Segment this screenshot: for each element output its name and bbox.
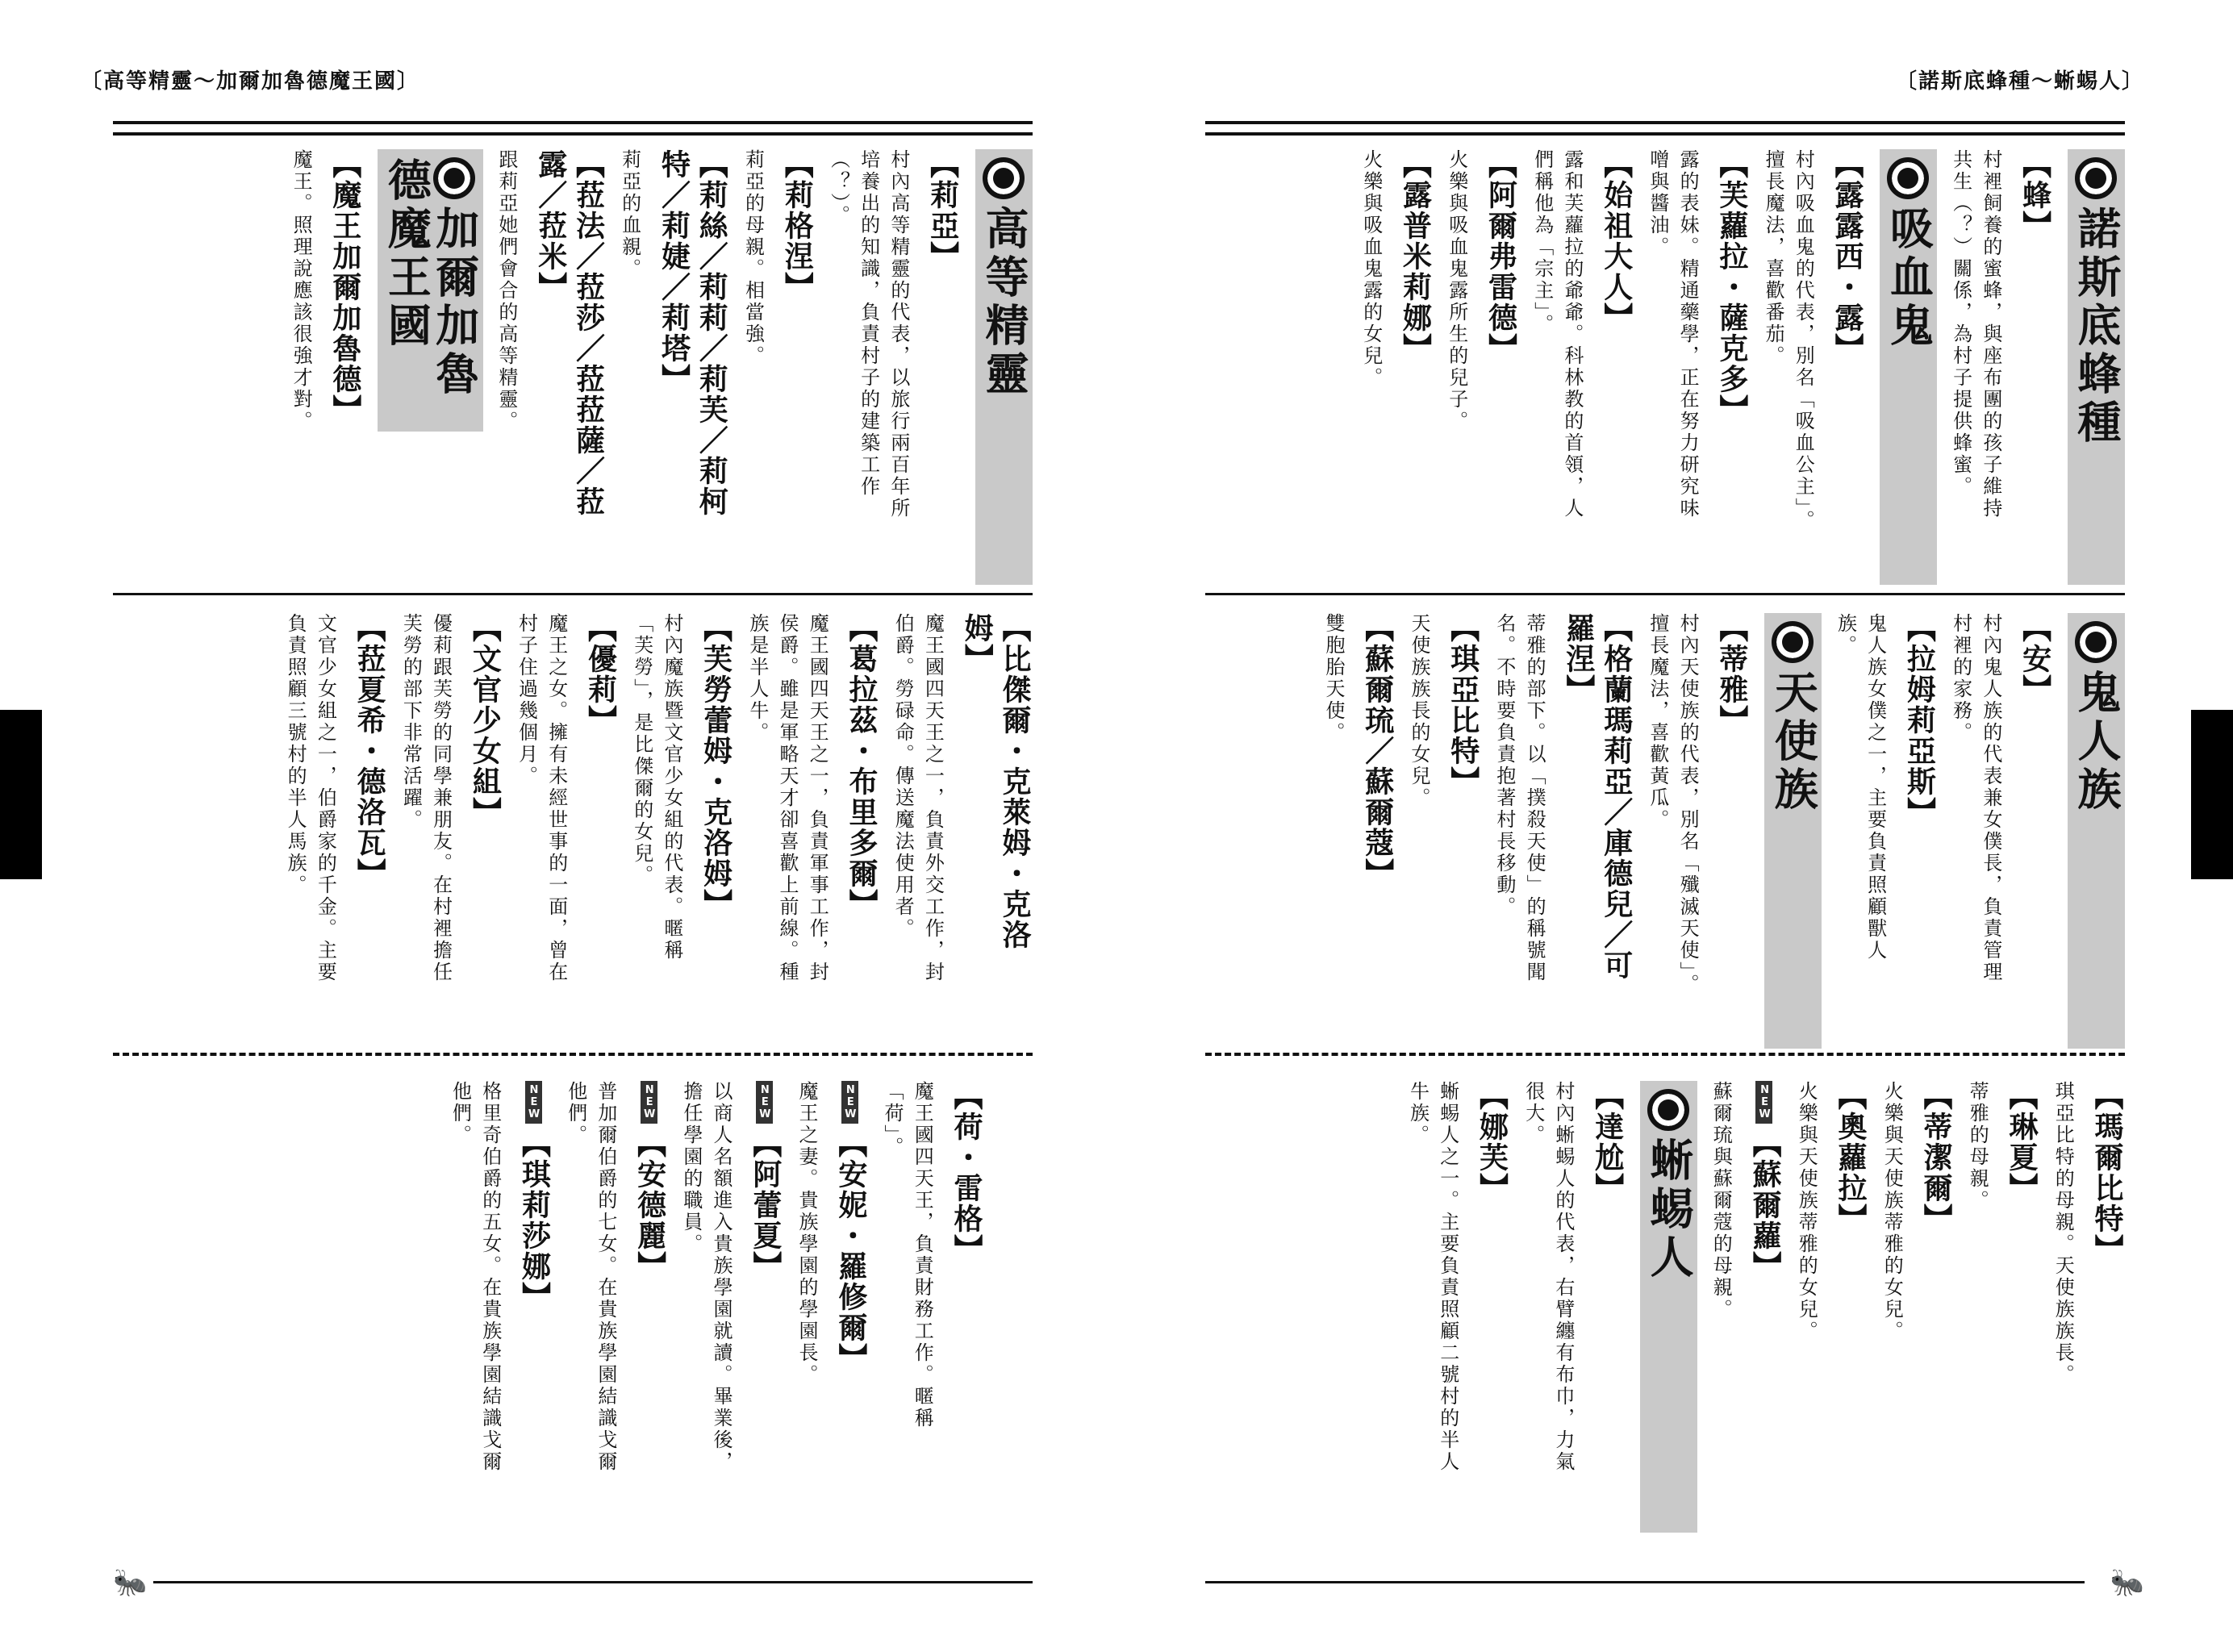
entry-body: 魔王國四天王之一，負責軍事工作，封侯爵。雖是軍略天才卻喜歡上前線。種族是半人牛。 (745, 613, 829, 983)
tier-divider (113, 1053, 1033, 1056)
tier-3-columns (436, 1081, 984, 1533)
bullet-icon (1647, 1089, 1689, 1131)
entry-name: 【葛拉茲・布里多爾】 (845, 613, 879, 920)
entry-name: 【蒂雅】 (1714, 613, 1748, 736)
entry-name: 【蒂潔爾】 (1919, 1081, 1953, 1234)
entry-name: NEW【安德麗】 (630, 1081, 668, 1533)
tier-divider (1205, 1053, 2125, 1056)
entry-name: 【露露西・露】 (1830, 149, 1864, 364)
entry-name: 【始祖大人】 (1599, 149, 1633, 333)
entry-body: 火樂與天使族蒂雅的女兒。 (1795, 1081, 1818, 1342)
entry-body: 蒂雅的母親。 (1966, 1081, 1989, 1212)
entry-name: 【安】 (2018, 613, 2051, 705)
entry-name: 【菈法／菈莎／菈菈薩／菈露／菈米】 (533, 149, 605, 517)
section-heading: 蜥蜴人 (1640, 1081, 1697, 1533)
entry-body: 魔王之女。擁有未經世事的一面，曾在村子住過幾個月。 (515, 613, 568, 983)
entry-name: 【芙蘿拉・薩克多】 (1714, 149, 1748, 425)
entry-name: 【格蘭瑪莉亞／庫德兒／可羅涅】 (1561, 613, 1633, 981)
entry-body: 村內天使族的代表，別名「殲滅天使」。擅長魔法，喜歡黃瓜。 (1646, 613, 1700, 995)
entry-name: 【菈夏希・德洛瓦】 (353, 613, 386, 889)
entry-body: 火樂與吸血鬼露的女兒。 (1359, 149, 1383, 389)
entry-body: 露的表妹。精通藥學，正在努力研究味噌與醬油。 (1646, 149, 1700, 519)
running-head: 〔高等精靈〜加爾加魯德魔王國〕 (81, 69, 420, 94)
entry-body: 蜥蜴人之一。主要負責照顧二號村的半人牛族。 (1406, 1081, 1459, 1473)
entry-name: 【達尬】 (1590, 1081, 1624, 1204)
header-rule (1205, 121, 2125, 136)
entry-body: 村裡飼養的蜜蜂，與座布團的孩子維持共生（？）關係，為村子提供蜂蜜。 (1949, 149, 2002, 519)
entry-name: NEW【蘇爾蘿】 (1745, 1081, 1783, 1533)
entry-name: 【琳夏】 (2005, 1081, 2039, 1204)
thumb-index-tab (0, 710, 42, 879)
entry-body: 天使族族長的女兒。 (1407, 613, 1430, 809)
new-badge: NEW (1755, 1081, 1772, 1124)
tier-2 (113, 613, 1033, 1049)
entry-body: 跟莉亞她們會合的高等精靈。 (495, 149, 518, 432)
entry-name: 【蜂】 (2018, 149, 2051, 241)
entry-body: 村內魔族暨文官少女組的代表。暱稱「芙勞」，是比傑爾的女兒。 (630, 613, 683, 962)
entry-name: 【露普米莉娜】 (1398, 149, 1432, 364)
tier-1-columns (1348, 149, 2125, 585)
entry-body: 莉亞的血親。 (618, 149, 641, 280)
entry-body: 火樂與天使族蒂雅的女兒。 (1880, 1081, 1904, 1342)
tier-3 (113, 1081, 1033, 1533)
entry-body: 文官少女組之一，伯爵家的千金。主要負責照顧三號村的半人馬族。 (284, 613, 337, 983)
entry-name: 【娜芙】 (1475, 1081, 1509, 1204)
entry-name: 【優莉】 (583, 613, 617, 736)
bullet-icon (2075, 157, 2117, 199)
tier-3 (1205, 1081, 2125, 1533)
entry-name: 【阿爾弗雷德】 (1484, 149, 1517, 364)
entry-body: 鬼人族女僕之一，主要負責照顧獸人族。 (1834, 613, 1887, 962)
entry-name: 【琪亞比特】 (1446, 613, 1480, 797)
entry-name: NEW【琪莉莎娜】 (515, 1081, 553, 1533)
entry-body: 蒂雅的部下。以「撲殺天使」的稱號聞名。不時要負責抱著村長移動。 (1492, 613, 1546, 983)
entry-name: 【魔王加爾加魯德】 (328, 149, 361, 425)
footer-rule (1205, 1581, 2085, 1583)
tier-divider (113, 593, 1033, 595)
entry-body: 以商人名額進入貴族學園就讀。畢業後，擔任學園的職員。 (679, 1081, 733, 1473)
tier-1 (113, 149, 1033, 585)
entry-body: 村內吸血鬼的代表，別名「吸血公主」。擅長魔法，喜歡番茄。 (1762, 149, 1815, 532)
entry-name: 【莉格涅】 (780, 149, 814, 302)
entry-name: 【比傑爾・克萊姆・克洛姆】 (960, 613, 1031, 950)
tier-2-columns (272, 613, 1033, 1049)
section-heading: 高等精靈 (975, 149, 1033, 585)
running-head: 〔諾斯底蜂種〜蜥蜴人〕 (1895, 69, 2144, 94)
header-rule (113, 121, 1033, 136)
entry-body: 魔王國四天王之一，負責外交工作，封伯爵。勞碌命。傳送魔法使用者。 (891, 613, 945, 983)
tier-1-columns (278, 149, 1033, 585)
section-heading: 鬼人族 (2068, 613, 2125, 1049)
bullet-icon (1887, 157, 1929, 199)
new-badge: NEW (756, 1081, 773, 1124)
section-heading: 天使族 (1764, 613, 1822, 1049)
entry-name: 【文官少女組】 (468, 613, 502, 828)
entry-name: 【芙勞蕾姆・克洛姆】 (699, 613, 733, 920)
entry-body: 雙胞胎天使。 (1321, 613, 1345, 744)
ant-icon: 🐜 (113, 1566, 148, 1599)
entry-name: 【蘇爾琉／蘇爾蔻】 (1360, 613, 1394, 889)
tier-1 (1205, 149, 2125, 585)
entry-name: 【奧蘿拉】 (1834, 1081, 1868, 1234)
section-heading: 加爾加魯德魔王國 (378, 149, 483, 432)
entry-name: 【拉姆莉亞斯】 (1902, 613, 1936, 828)
section-heading: 諾斯底蜂種 (2068, 149, 2125, 585)
thumb-index-tab (2191, 710, 2233, 879)
entry-name: 【莉絲／莉莉／莉芙／莉柯特／莉婕／莉塔】 (657, 149, 728, 517)
entry-name: 【莉亞】 (925, 149, 959, 272)
entry-body: 魔王國四天王，負責財務工作。暱稱「荷」。 (881, 1081, 934, 1429)
entry-body: 格里奇伯爵的五女。在貴族學園結識戈爾他們。 (449, 1081, 502, 1473)
left-page (0, 0, 1116, 1652)
bullet-icon (983, 157, 1025, 199)
entry-name: NEW【安妮・羅修爾】 (831, 1081, 869, 1533)
entry-body: 村內高等精靈的代表，以旅行兩百年所培養出的知識，負責村子的建築工作（？）。 (827, 149, 910, 519)
entry-body: 蘇爾琉與蘇爾蔻的母親。 (1709, 1081, 1733, 1320)
entry-body: 魔王。照理說應該很強才對。 (290, 149, 313, 432)
entry-body: 村內鬼人族的代表兼女僕長，負責管理村裡的家務。 (1949, 613, 2002, 983)
tier-divider (1205, 593, 2125, 595)
section-heading: 吸血鬼 (1880, 149, 1937, 585)
ant-icon: 🐜 (2110, 1566, 2144, 1599)
new-badge: NEW (525, 1081, 542, 1124)
tier-3-columns (1394, 1081, 2125, 1533)
entry-body: 火樂與吸血鬼露所生的兒子。 (1445, 149, 1468, 432)
entry-body: 普加爾伯爵的七女。在貴族學園結識戈爾他們。 (564, 1081, 617, 1473)
bullet-icon (1772, 621, 1814, 663)
entry-body: 莉亞的母親。相當強。 (741, 149, 765, 367)
entry-body: 魔王之妻。貴族學園的學園長。 (795, 1081, 819, 1386)
tier-2-columns (1310, 613, 2125, 1049)
entry-name: NEW【阿蕾夏】 (745, 1081, 783, 1533)
entry-body: 村內蜥蜴人的代表，右臂纏有布巾，力氣很大。 (1521, 1081, 1575, 1473)
footer-rule (153, 1581, 1033, 1583)
entry-name: 【瑪爾比特】 (2090, 1081, 2123, 1265)
entry-body: 琪亞比特的母親。天使族族長。 (2051, 1081, 2075, 1386)
bullet-icon (433, 157, 475, 199)
entry-name: 【荷・雷格】 (950, 1081, 983, 1265)
bullet-icon (2075, 621, 2117, 663)
tier-2 (1205, 613, 2125, 1049)
new-badge: NEW (641, 1081, 657, 1124)
entry-body: 露和芙蘿拉的爺爺。科林教的首領，人們稱他為「宗主」。 (1530, 149, 1584, 519)
entry-body: 優莉跟芙勞的同學兼朋友。在村裡擔任芙勞的部下非常活躍。 (399, 613, 453, 983)
new-badge: NEW (841, 1081, 858, 1124)
right-page (1116, 0, 2233, 1652)
